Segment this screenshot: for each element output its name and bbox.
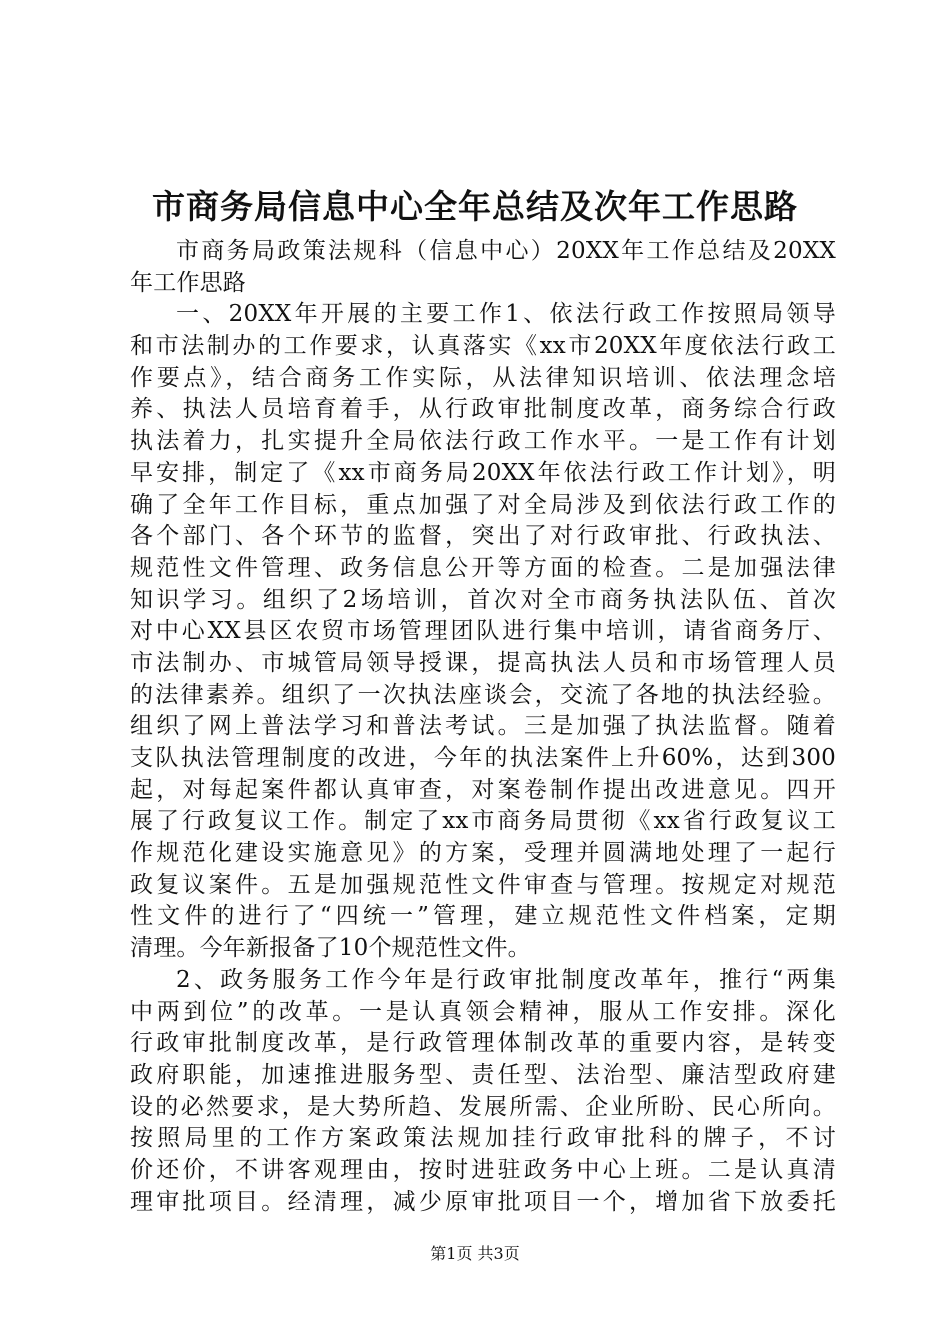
document-body: [130, 236, 836, 1218]
body-line: 执法着力，扎实提升全局依法行政工作水平。一是工作有计划: [130, 428, 836, 455]
body-line: 市商务局政策法规科（信息中心）20XX年工作总结及20XX: [176, 238, 836, 264]
body-line: 作规范化建设实施意见》的方案，受理并圆满地处理了一起行: [130, 840, 836, 867]
body-line: 2、政务服务工作今年是行政审批制度改革年，推行“两集: [176, 966, 836, 993]
body-line: 的法律素养。组织了一次执法座谈会，交流了各地的执法经验。: [130, 681, 836, 708]
body-line: 政府职能，加速推进服务型、责任型、法治型、廉洁型政府建: [130, 1061, 836, 1088]
body-line: 按照局里的工作方案政策法规加挂行政审批科的牌子，不讨: [130, 1125, 836, 1152]
body-line: 展了行政复议工作。制定了xx市商务局贯彻《xx省行政复议工: [130, 808, 836, 835]
body-line: 各个部门、各个环节的监督，突出了对行政审批、行政执法、: [130, 523, 836, 550]
body-line: 设的必然要求，是大势所趋、发展所需、企业所盼、民心所向。: [130, 1093, 836, 1120]
body-line: 和市法制办的工作要求，认真落实《xx市20XX年度依法行政工: [130, 333, 836, 360]
body-line: 政复议案件。五是加强规范性文件审查与管理。按规定对规范: [130, 871, 836, 898]
body-line: 组织了网上普法学习和普法考试。三是加强了执法监督。随着: [130, 713, 836, 740]
body-line: 知识学习。组织了2场培训，首次对全市商务执法队伍、首次: [130, 586, 836, 613]
body-line: 年工作思路: [130, 269, 246, 296]
body-line: 规范性文件管理、政务信息公开等方面的检查。二是加强法律: [130, 554, 836, 581]
body-line: 清理。今年新报备了10个规范性文件。: [130, 935, 531, 962]
body-line: 中两到位”的改革。一是认真领会精神，服从工作安排。深化: [130, 998, 836, 1025]
body-line: 性文件的进行了“四统一”管理，建立规范性文件档案，定期: [130, 903, 836, 930]
body-line: 早安排，制定了《xx市商务局20XX年依法行政工作计划》，明: [130, 459, 836, 486]
body-line: 对中心XX县区农贸市场管理团队进行集中培训，请省商务厅、: [130, 618, 836, 645]
body-line: 确了全年工作目标，重点加强了对全局涉及到依法行政工作的: [130, 491, 836, 518]
body-line: 市法制办、市城管局领导授课，提高执法人员和市场管理人员: [130, 649, 836, 676]
body-line: 支队执法管理制度的改进，今年的执法案件上升60%，达到300: [130, 745, 836, 771]
document-title: 市商务局信息中心全年总结及次年工作思路: [152, 187, 798, 226]
body-line: 一、20XX年开展的主要工作1、依法行政工作按照局领导: [176, 301, 836, 328]
body-line: 养、执法人员培育着手，从行政审批制度改革，商务综合行政: [130, 396, 836, 423]
page-footer: 第1页 共3页: [430, 1244, 520, 1263]
body-line: 价还价，不讲客观理由，按时进驻政务中心上班。二是认真清: [130, 1156, 836, 1183]
body-line: 理审批项目。经清理，减少原审批项目一个，增加省下放委托: [130, 1188, 836, 1215]
body-line: 起，对每起案件都认真审查，对案卷制作提出改进意见。四开: [130, 776, 836, 803]
body-line: 作要点》，结合商务工作实际，从法律知识培训、依法理念培: [130, 364, 836, 391]
body-line: 行政审批制度改革，是行政管理体制改革的重要内容，是转变: [130, 1030, 836, 1057]
